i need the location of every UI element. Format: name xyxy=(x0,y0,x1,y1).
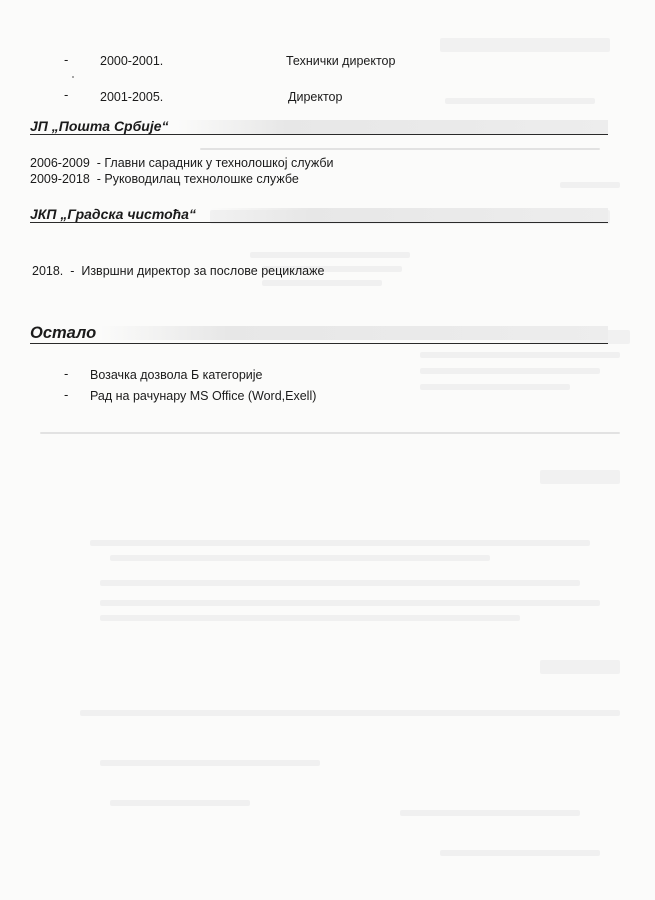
bleed-through-mark xyxy=(200,148,600,150)
list-dash: - xyxy=(64,52,69,67)
role-text: Директор xyxy=(288,90,343,104)
bleed-through-mark xyxy=(100,615,520,621)
list-dash: - xyxy=(64,387,69,402)
role-text: Технички директор xyxy=(286,54,396,68)
skill-item: Рад на рачунару MS Office (Word,Exell) xyxy=(90,389,317,403)
bleed-through-mark xyxy=(110,800,250,806)
employment-entry: 2018. - Извршни директор за послове рециклаже xyxy=(32,264,325,278)
section-title-ostalo: Остало xyxy=(30,324,97,342)
employment-entry: 2009-2018 - Руководилац технолошке службе xyxy=(30,172,299,186)
scan-speck xyxy=(72,76,74,78)
section-title-posta: ЈП „Пошта Србије“ xyxy=(30,118,169,134)
period-text: 2000-2001. xyxy=(100,54,164,68)
bleed-through-mark xyxy=(440,38,610,52)
section-shade xyxy=(210,208,608,222)
bleed-through-mark xyxy=(400,810,580,816)
section-shade xyxy=(100,326,608,340)
bleed-through-mark xyxy=(100,600,600,606)
list-dash: - xyxy=(64,366,69,381)
bleed-through-mark xyxy=(420,352,620,358)
bleed-through-mark xyxy=(420,368,600,374)
section-title-cistoca: ЈКП „Градска чистоћа“ xyxy=(30,206,196,222)
bleed-through-mark xyxy=(80,710,620,716)
section-shade xyxy=(178,120,608,134)
bleed-through-mark xyxy=(445,98,595,104)
bleed-through-mark xyxy=(440,850,600,856)
bleed-through-mark xyxy=(100,580,580,586)
bleed-through-mark xyxy=(100,760,320,766)
section-rule xyxy=(30,134,608,135)
bleed-through-mark xyxy=(250,252,410,258)
bleed-through-mark xyxy=(90,540,590,546)
bleed-through-mark xyxy=(110,555,490,561)
list-dash: - xyxy=(64,87,69,102)
section-rule xyxy=(30,222,608,223)
bleed-through-mark xyxy=(560,182,620,188)
bleed-through-mark xyxy=(420,384,570,390)
section-rule xyxy=(30,343,608,344)
employment-entry: 2006-2009 - Главни сарадник у технолошкој служби xyxy=(30,156,334,170)
bleed-through-mark xyxy=(262,280,382,286)
period-text: 2001-2005. xyxy=(100,90,164,104)
bleed-through-mark xyxy=(540,470,620,484)
skill-item: Возачка дозвола Б категорије xyxy=(90,368,263,382)
bleed-through-mark xyxy=(40,432,620,434)
bleed-through-mark xyxy=(540,660,620,674)
